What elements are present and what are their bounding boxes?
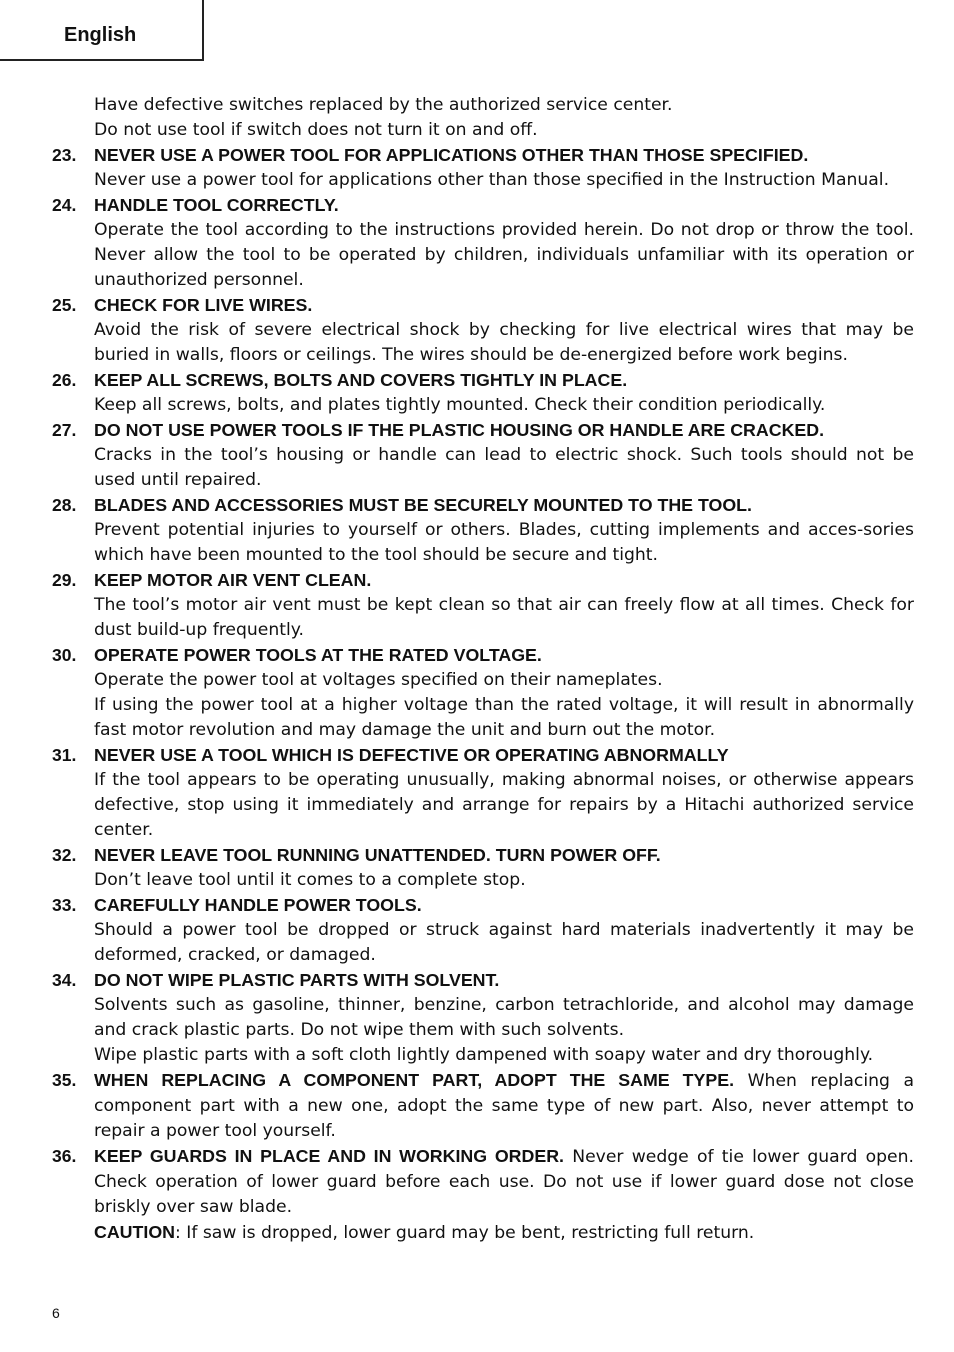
item-heading: WHEN REPLACING A COMPONENT PART, ADOPT THE SAME TYPE. xyxy=(94,1070,735,1090)
item-body: Solvents such as gasoline, thinner, benzine, carbon tetrachloride, and alcohol may damage and crack plastic parts. Do not wipe them with such solvents. xyxy=(94,995,914,1040)
item-32 xyxy=(52,843,914,893)
item-28 xyxy=(52,493,914,568)
item-heading: CAREFULLY HANDLE POWER TOOLS. xyxy=(94,895,422,915)
item-body: Keep all screws, bolts, and plates tightly mounted. Check their condition periodically. xyxy=(94,395,826,415)
item-body: The tool’s motor air vent must be kept clean so that air can freely flow at all times. Check for dust build-up frequently. xyxy=(94,595,914,640)
item-30 xyxy=(52,643,914,743)
item-number: 23. xyxy=(52,145,77,165)
item-35 xyxy=(52,1068,914,1144)
item-number: 33. xyxy=(52,895,77,915)
item-number: 30. xyxy=(52,645,77,665)
item-body: Operate the tool according to the instructions provided herein. Do not drop or throw the tool. Never allow the tool to be operated by children, individuals unfamiliar with its operation or unauthorized personnel. xyxy=(94,220,914,290)
item-34 xyxy=(52,968,914,1068)
item-body: Never wedge of tie lower guard open. Check operation of lower guard before each use. Do not use if lower guard dose not close briskly over saw blade. xyxy=(94,1147,914,1217)
caution-text: : If saw is dropped, lower guard may be bent, restricting full return. xyxy=(175,1223,755,1243)
item-26 xyxy=(52,368,914,418)
item-text xyxy=(94,1068,914,1144)
item-heading: HANDLE TOOL CORRECTLY. xyxy=(94,195,339,215)
item-number: 31. xyxy=(52,745,77,765)
language-label: English xyxy=(64,24,137,46)
caution-label: CAUTION xyxy=(94,1222,175,1242)
item-number: 29. xyxy=(52,570,77,590)
item-body: Don’t leave tool until it comes to a complete stop. xyxy=(94,870,526,890)
item-heading: KEEP ALL SCREWS, BOLTS AND COVERS TIGHTLY IN PLACE. xyxy=(94,370,628,390)
item-heading: DO NOT USE POWER TOOLS IF THE PLASTIC HOUSING OR HANDLE ARE CRACKED. xyxy=(94,420,825,440)
item-number: 34. xyxy=(52,970,77,990)
item-36 xyxy=(52,1144,914,1246)
item-body: Cracks in the tool’s housing or handle can lead to electric shock. Such tools should not be used until repaired. xyxy=(94,445,914,490)
item-number: 26. xyxy=(52,370,77,390)
item-heading: NEVER USE A TOOL WHICH IS DEFECTIVE OR OPERATING ABNORMALLY xyxy=(94,745,729,765)
item-heading: KEEP GUARDS IN PLACE AND IN WORKING ORDER. xyxy=(94,1146,564,1166)
item-body: Wipe plastic parts with a soft cloth lightly dampened with soapy water and dry thoroughly. xyxy=(94,1045,874,1065)
item-heading: NEVER LEAVE TOOL RUNNING UNATTENDED. TURN POWER OFF. xyxy=(94,845,661,865)
intro-block xyxy=(52,93,914,143)
safety-instructions xyxy=(52,93,914,1246)
item-body: If the tool appears to be operating unusually, making abnormal noises, or otherwise appears defective, stop using it immediately and arrange for repairs by a Hitachi authorized service center. xyxy=(94,770,914,840)
item-heading: NEVER USE A POWER TOOL FOR APPLICATIONS OTHER THAN THOSE SPECIFIED. xyxy=(94,145,809,165)
item-number: 35. xyxy=(52,1070,77,1090)
language-tab xyxy=(0,0,204,61)
caution-note xyxy=(94,1220,914,1246)
item-23 xyxy=(52,143,914,193)
item-heading: CHECK FOR LIVE WIRES. xyxy=(94,295,313,315)
item-number: 36. xyxy=(52,1146,77,1166)
item-24 xyxy=(52,193,914,293)
item-27 xyxy=(52,418,914,493)
item-body: When replacing a component part with a new one, adopt the same type of new part. Also, never attempt to repair a power tool yourself. xyxy=(94,1071,914,1141)
item-body: Never use a power tool for applications other than those specified in the Instruction Manual. xyxy=(94,170,890,190)
item-33 xyxy=(52,893,914,968)
intro-line: Have defective switches replaced by the authorized service center. xyxy=(94,95,673,115)
item-body: Avoid the risk of severe electrical shock by checking for live electrical wires that may be buried in walls, floors or ceilings. The wires should be de-energized before work begins. xyxy=(94,320,914,365)
item-25 xyxy=(52,293,914,368)
item-number: 24. xyxy=(52,195,77,215)
page-number: 6 xyxy=(52,1305,60,1321)
numbered-items xyxy=(52,143,914,1068)
item-heading: DO NOT WIPE PLASTIC PARTS WITH SOLVENT. xyxy=(94,970,500,990)
item-number: 25. xyxy=(52,295,77,315)
item-heading: BLADES AND ACCESSORIES MUST BE SECURELY MOUNTED TO THE TOOL. xyxy=(94,495,752,515)
item-body: Prevent potential injuries to yourself or others. Blades, cutting implements and acces-sories which have been mounted to the tool should be secure and tight. xyxy=(94,520,914,565)
item-29 xyxy=(52,568,914,643)
item-number: 27. xyxy=(52,420,77,440)
item-31 xyxy=(52,743,914,843)
item-heading: KEEP MOTOR AIR VENT CLEAN. xyxy=(94,570,372,590)
item-body: Operate the power tool at voltages specified on their nameplates. xyxy=(94,670,663,690)
item-number: 28. xyxy=(52,495,77,515)
item-body: If using the power tool at a higher voltage than the rated voltage, it will result in abnormally fast motor revolution and may damage the unit and burn out the motor. xyxy=(94,695,914,740)
item-number: 32. xyxy=(52,845,77,865)
item-body: Should a power tool be dropped or struck against hard materials inadvertently it may be deformed, cracked, or damaged. xyxy=(94,920,914,965)
item-heading: OPERATE POWER TOOLS AT THE RATED VOLTAGE. xyxy=(94,645,542,665)
intro-line: Do not use tool if switch does not turn it on and off. xyxy=(94,120,538,140)
item-text xyxy=(94,1144,914,1220)
